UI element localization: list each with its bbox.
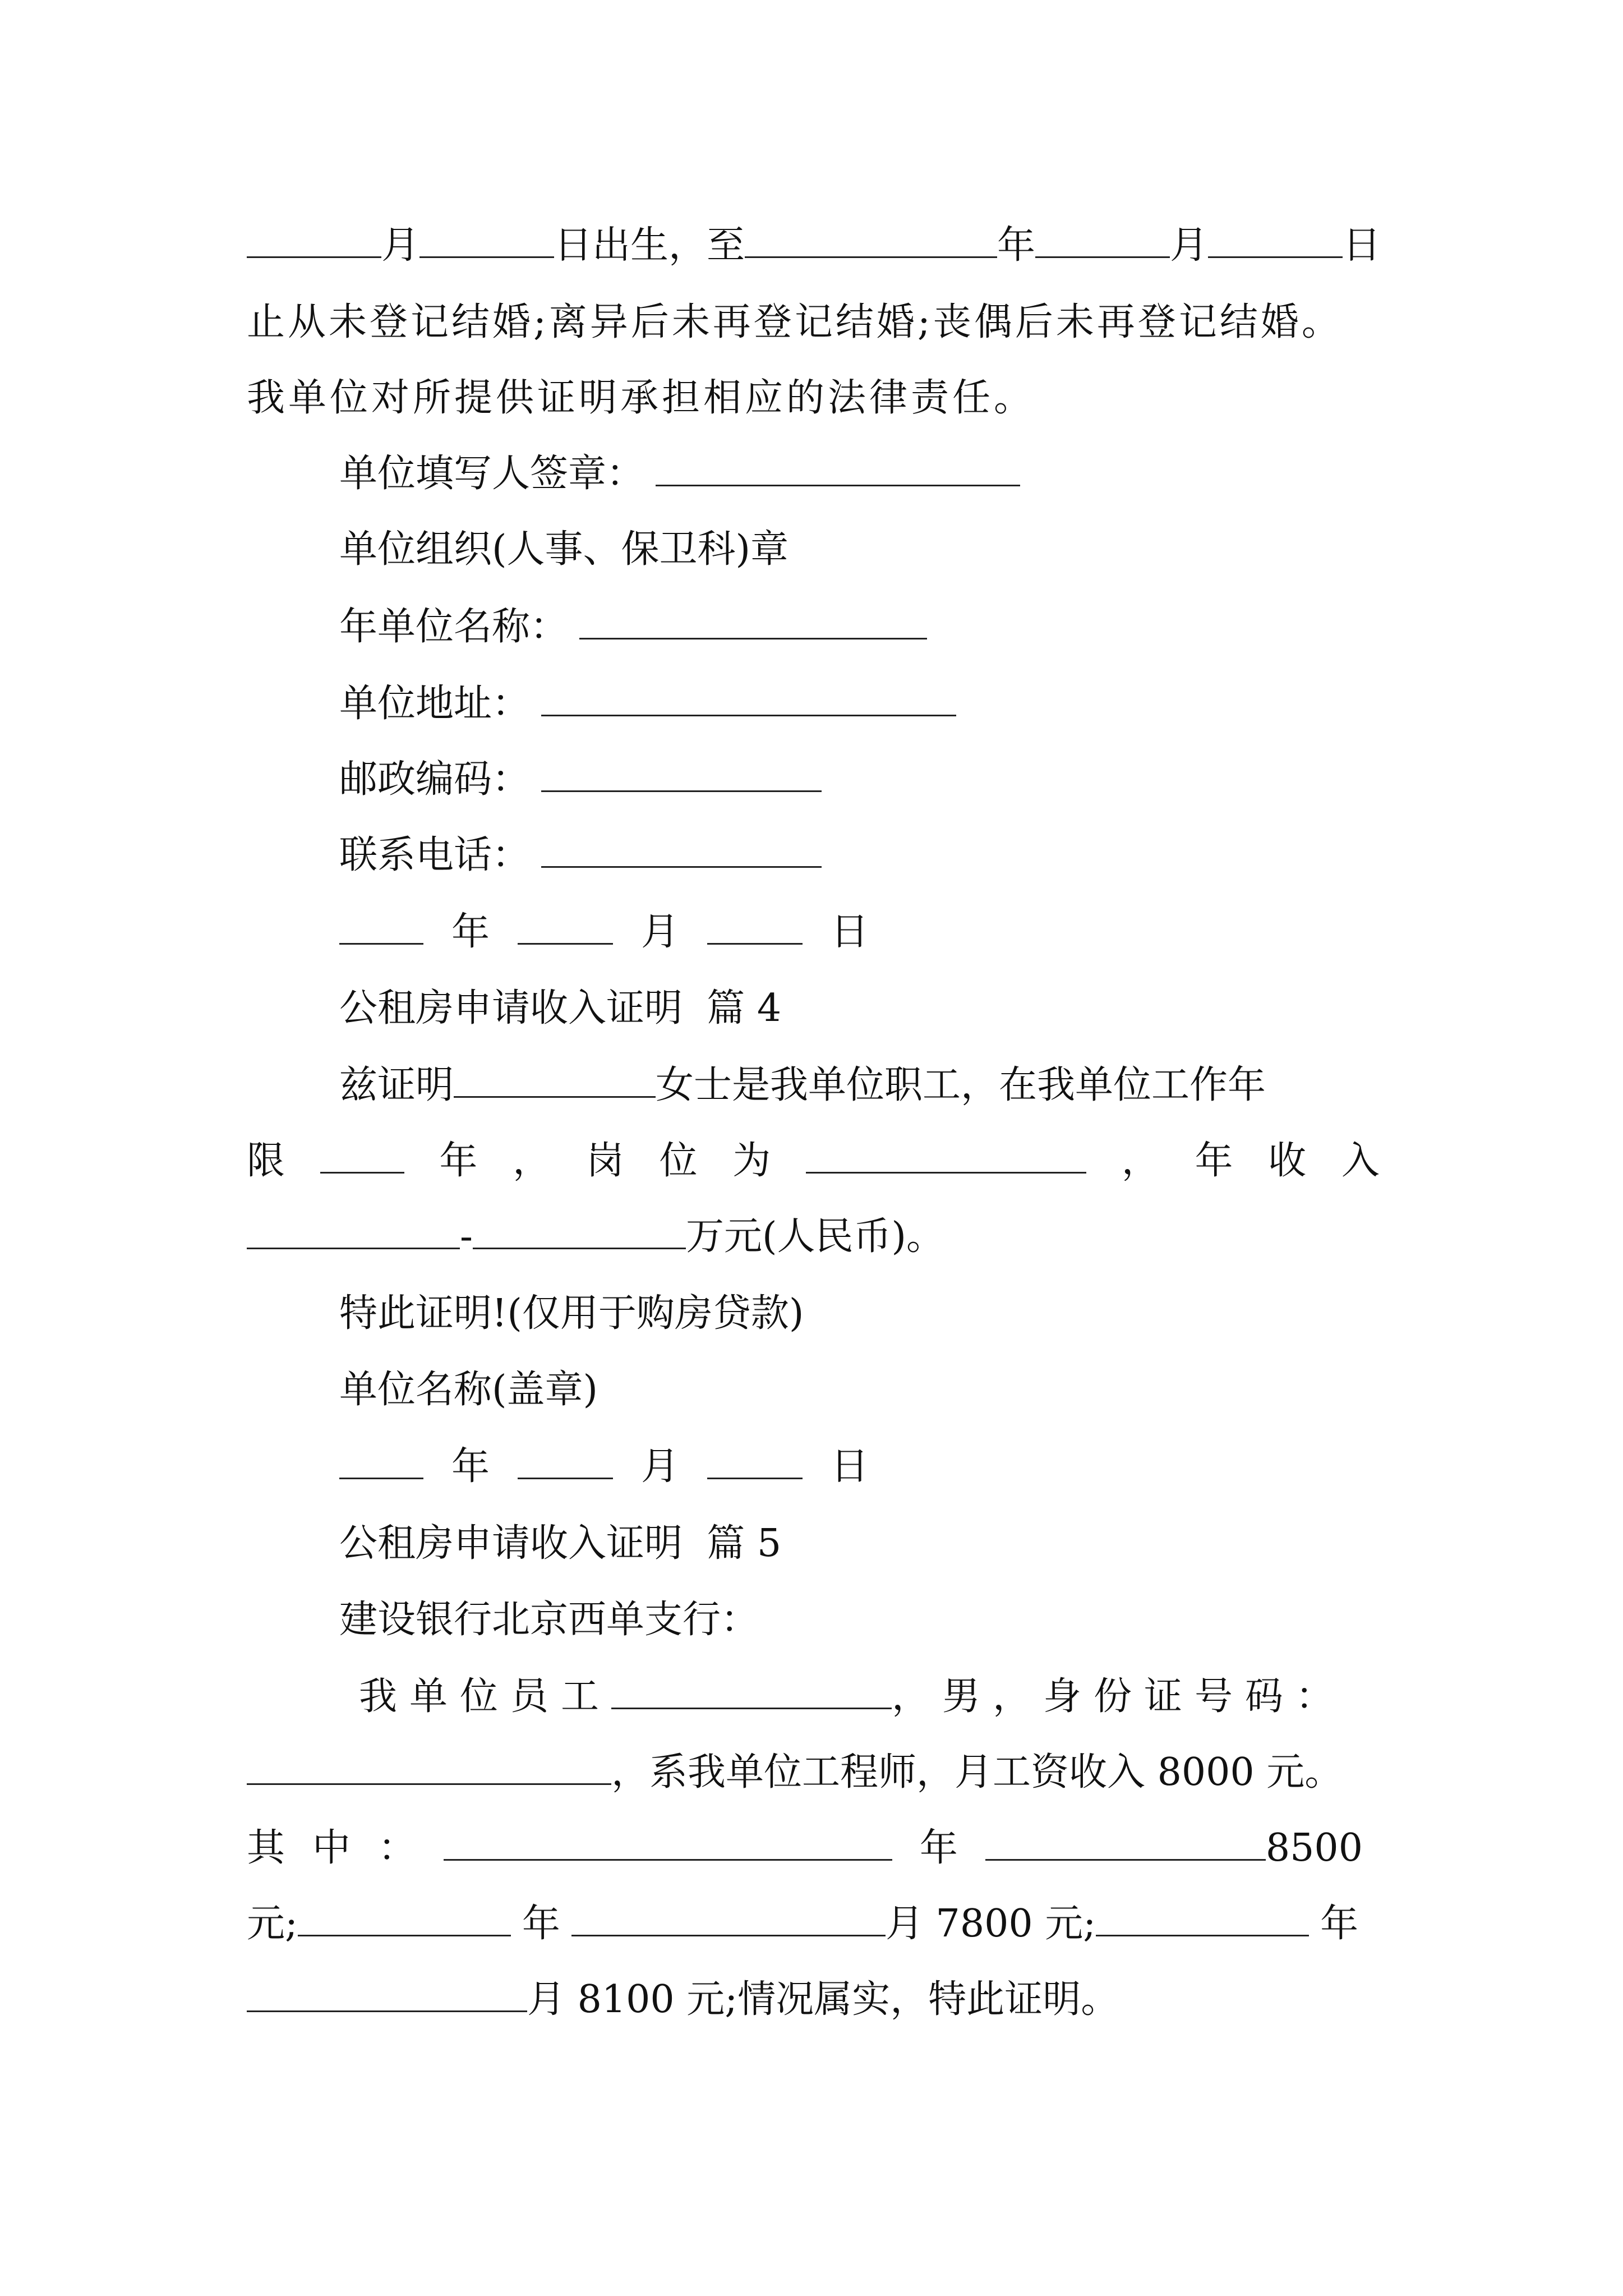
text-line: 建设银行北京西单支行：	[339, 1598, 759, 1642]
text: 万元(人民币)。	[685, 1214, 945, 1259]
text: 位	[659, 1139, 698, 1183]
day-field[interactable]	[707, 908, 803, 945]
unit-address-line	[339, 676, 956, 732]
text: 日	[831, 910, 869, 954]
income-max-field[interactable]	[473, 1213, 686, 1249]
postal-code-line	[339, 752, 822, 808]
text: 限	[247, 1139, 285, 1183]
text: 年	[451, 1444, 490, 1489]
text: 月	[381, 223, 420, 268]
text-line	[339, 1057, 1266, 1114]
text-line-justified	[247, 1820, 1363, 1876]
text: 收	[1268, 1139, 1307, 1183]
label: 联系电话：	[339, 833, 531, 877]
label: 单位地址：	[339, 682, 531, 726]
year-field[interactable]	[298, 1900, 511, 1936]
unit-name-field[interactable]	[579, 603, 927, 639]
text: 年	[439, 1139, 478, 1183]
text: 8500	[1265, 1826, 1363, 1870]
text: ，系我单位工程师，月工资收入 8000 元。	[611, 1750, 1343, 1795]
signer-line	[339, 446, 1020, 502]
text-line	[247, 1972, 1119, 2028]
text: 入	[1341, 1139, 1380, 1183]
text: 年	[919, 1826, 958, 1870]
text: 日	[1343, 223, 1381, 268]
text: 女士是我单位职工，在我单位工作年	[656, 1063, 1266, 1107]
text: 为	[732, 1139, 771, 1183]
text: 月 7800 元;	[885, 1902, 1096, 1946]
text-line: 特此证明!(仅用于购房贷款)	[339, 1291, 804, 1336]
employee-name-field[interactable]	[611, 1673, 892, 1709]
text: ：	[377, 1826, 416, 1870]
text: 年	[522, 1902, 560, 1946]
unit-name-line	[339, 599, 927, 655]
blank-field[interactable]	[419, 222, 554, 258]
text: 月	[1170, 223, 1209, 268]
text: 日	[831, 1444, 869, 1489]
address-field[interactable]	[541, 680, 956, 716]
blank-field[interactable]	[1035, 222, 1170, 258]
text-line: 我单位对所提供证明承担相应的法律责任。	[247, 376, 1036, 420]
name-field[interactable]	[454, 1061, 656, 1098]
month-field[interactable]	[518, 1443, 613, 1479]
text: ，	[513, 1139, 551, 1183]
text-line-justified	[247, 1133, 1380, 1189]
blank-field[interactable]	[1208, 222, 1343, 258]
section-title: 公租房申请收入证明 篇 4	[339, 986, 782, 1030]
postal-code-field[interactable]	[541, 756, 822, 792]
label: 年单位名称：	[339, 605, 569, 649]
years-field[interactable]	[320, 1137, 404, 1174]
phone-field[interactable]	[541, 831, 822, 868]
signature-field[interactable]	[656, 450, 1020, 486]
text-line-birth-date	[247, 218, 1381, 274]
text: 岗	[585, 1139, 624, 1183]
text: 年	[1195, 1139, 1233, 1183]
text: 其	[247, 1826, 285, 1870]
date-line	[339, 1439, 869, 1495]
text: 年	[451, 910, 490, 954]
blank-field[interactable]	[745, 222, 997, 258]
month-field[interactable]	[985, 1824, 1266, 1861]
year-field[interactable]	[1096, 1900, 1309, 1936]
year-field[interactable]	[339, 1443, 423, 1479]
text: ，男，身份证号码：	[892, 1674, 1347, 1719]
text-line: 止从未登记结婚;离异后未再登记结婚;丧偶后未再登记结婚。	[247, 300, 1343, 344]
text: 月	[641, 1444, 680, 1489]
label: 邮政编码：	[339, 757, 531, 802]
text: 月	[641, 910, 680, 954]
date-line	[339, 904, 869, 960]
phone-line	[339, 827, 822, 884]
text-line: 单位组织(人事、保卫科)章	[339, 527, 789, 572]
label: 单位填写人签章：	[339, 452, 645, 496]
text-line	[247, 1896, 1358, 1952]
month-field[interactable]	[518, 908, 613, 945]
month-field[interactable]	[247, 1976, 527, 2012]
text: ，	[1121, 1139, 1160, 1183]
section-title: 公租房申请收入证明 篇 5	[339, 1521, 782, 1566]
income-range-line	[247, 1209, 944, 1265]
text-line	[247, 1745, 1343, 1801]
text: 我单位员工	[359, 1674, 612, 1719]
text: 中	[312, 1826, 351, 1870]
text: 月 8100 元;情况属实，特此证明。	[527, 1977, 1119, 2022]
text: 日出生，至	[554, 223, 745, 268]
month-field[interactable]	[571, 1900, 886, 1936]
text-line	[359, 1669, 1380, 1725]
id-number-field[interactable]	[247, 1749, 611, 1785]
position-field[interactable]	[806, 1137, 1086, 1174]
text: 元;	[247, 1902, 298, 1946]
year-field[interactable]	[339, 908, 423, 945]
text: 年	[997, 223, 1036, 268]
year-field[interactable]	[444, 1824, 892, 1861]
text-line: 单位名称(盖章)	[339, 1368, 598, 1412]
day-field[interactable]	[707, 1443, 803, 1479]
text: 兹证明	[339, 1063, 454, 1107]
blank-field[interactable]	[247, 222, 381, 258]
text: 年	[1320, 1902, 1359, 1946]
income-min-field[interactable]	[247, 1213, 460, 1249]
text: -	[460, 1214, 473, 1259]
